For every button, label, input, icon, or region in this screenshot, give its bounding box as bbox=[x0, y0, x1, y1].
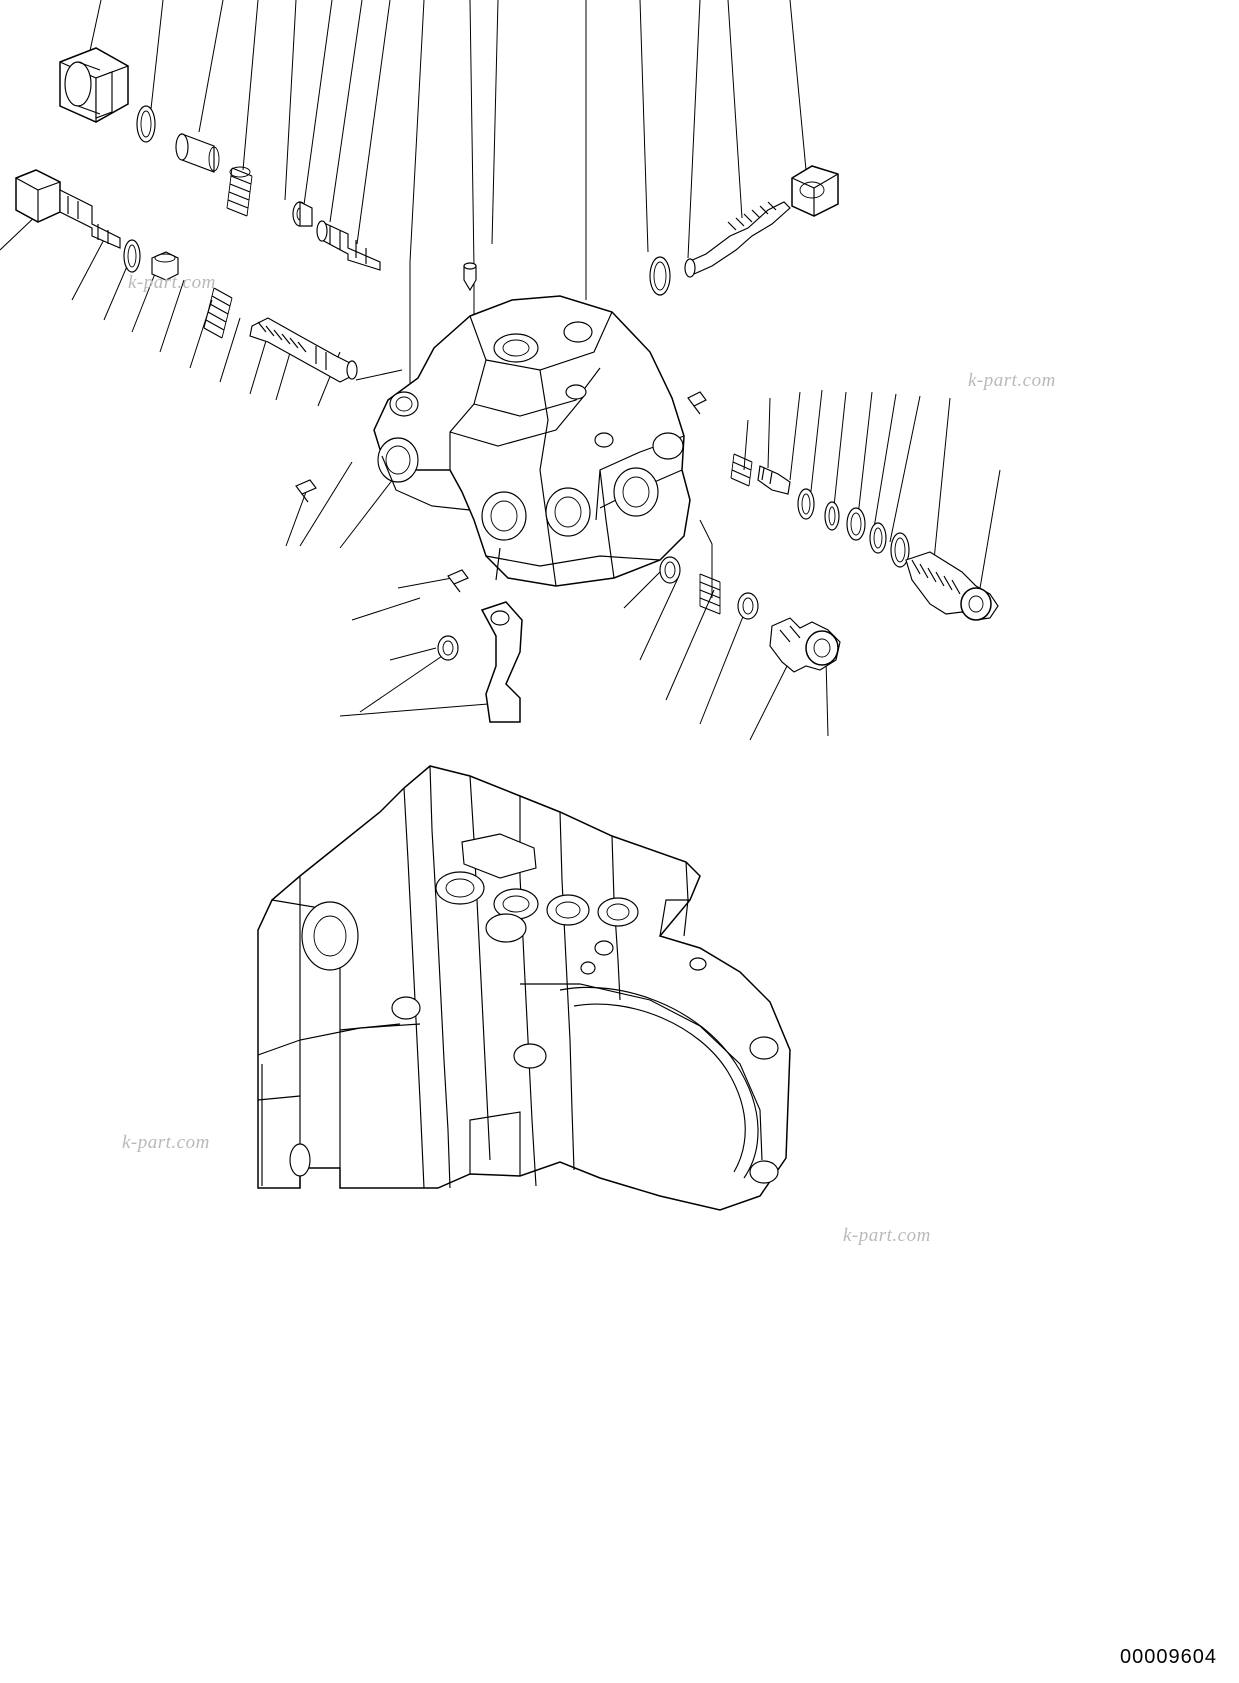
part-relief-valve-left bbox=[250, 318, 357, 382]
watermark: k-part.com bbox=[968, 370, 1056, 391]
watermark: k-part.com bbox=[122, 1132, 210, 1153]
part-relief-valve-upper-right bbox=[685, 202, 790, 277]
watermark: k-part.com bbox=[843, 1225, 931, 1246]
part-washer-right-1 bbox=[798, 489, 814, 519]
part-washer-right-2 bbox=[825, 502, 839, 530]
part-lever-arm bbox=[482, 602, 522, 722]
part-washer-small bbox=[293, 202, 312, 226]
part-washer-right-3 bbox=[847, 508, 865, 540]
part-oring-3 bbox=[124, 240, 140, 272]
part-spring-3 bbox=[700, 574, 720, 614]
part-spring-2 bbox=[204, 288, 232, 338]
part-oring-1 bbox=[137, 106, 155, 142]
part-plunger-right bbox=[758, 466, 790, 494]
part-main-valve-body bbox=[374, 296, 690, 586]
watermark: k-part.com bbox=[128, 272, 216, 293]
part-spring-1 bbox=[227, 167, 252, 216]
part-screw-left-lower bbox=[296, 480, 316, 502]
part-screw-lower-center bbox=[448, 570, 468, 592]
part-oring-4 bbox=[660, 557, 680, 583]
part-hex-plug-left bbox=[16, 170, 120, 248]
part-screw-right-upper bbox=[688, 392, 706, 414]
part-hex-plug-top-left bbox=[60, 48, 128, 122]
part-spring-right-small bbox=[731, 454, 752, 486]
part-sleeve-spacer bbox=[176, 134, 219, 172]
part-washer-right-4 bbox=[870, 523, 886, 553]
part-oring-lever bbox=[438, 636, 458, 660]
part-relief-valve-lower-right bbox=[770, 618, 840, 672]
part-valve-spool-top bbox=[317, 221, 380, 270]
part-oring-2 bbox=[650, 257, 670, 295]
lower-housing-outline bbox=[258, 766, 790, 1210]
part-hex-nut-top-right bbox=[792, 166, 838, 216]
drawing-number: 00009604 bbox=[1120, 1646, 1217, 1668]
part-oring-5 bbox=[738, 593, 758, 619]
